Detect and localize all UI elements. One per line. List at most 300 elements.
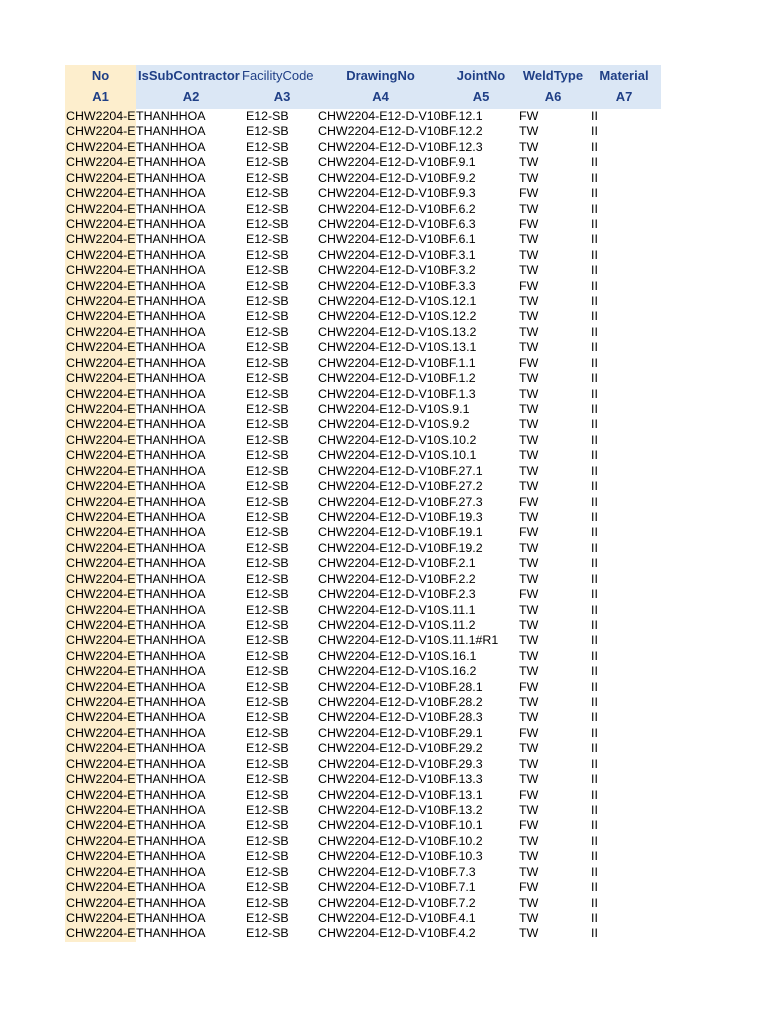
cell-weldtype[interactable]: TW: [519, 617, 539, 632]
cell-facilitycode[interactable]: E12-SB: [246, 787, 289, 802]
cell-issubcontractor[interactable]: THANHHOA: [136, 432, 206, 447]
cell-issubcontractor[interactable]: THANHHOA: [136, 216, 206, 231]
cell-weldtype[interactable]: TW: [519, 664, 539, 679]
cell-issubcontractor[interactable]: THANHHOA: [136, 263, 206, 278]
cell-material[interactable]: II: [591, 617, 598, 632]
cell-issubcontractor[interactable]: THANHHOA: [136, 386, 206, 401]
cell-issubcontractor[interactable]: THANHHOA: [136, 371, 206, 386]
cell-facilitycode[interactable]: E12-SB: [246, 170, 289, 185]
cell-drawingno[interactable]: CHW2204-E12-D-V10BF.6.1: [318, 232, 476, 247]
cell-facilitycode[interactable]: E12-SB: [246, 679, 289, 694]
cell-issubcontractor[interactable]: THANHHOA: [136, 787, 206, 802]
cell-drawingno[interactable]: CHW2204-E12-D-V10BF.19.3: [318, 509, 483, 524]
cell-drawingno[interactable]: CHW2204-E12-D-V10BF.29.1: [318, 725, 483, 740]
cell-facilitycode[interactable]: E12-SB: [246, 186, 289, 201]
cell-issubcontractor[interactable]: THANHHOA: [136, 756, 206, 771]
cell-material[interactable]: II: [591, 340, 598, 355]
cell-issubcontractor[interactable]: THANHHOA: [136, 741, 206, 756]
cell-drawingno[interactable]: CHW2204-E12-D-V10S.16.2: [318, 664, 477, 679]
cell-drawingno[interactable]: CHW2204-E12-D-V10S.9.2: [318, 417, 470, 432]
cell-drawingno[interactable]: CHW2204-E12-D-V10S.11.1: [318, 602, 476, 617]
cell-no[interactable]: CHW2204-E: [66, 880, 136, 895]
cell-facilitycode[interactable]: E12-SB: [246, 633, 289, 648]
cell-facilitycode[interactable]: E12-SB: [246, 263, 289, 278]
cell-facilitycode[interactable]: E12-SB: [246, 432, 289, 447]
cell-issubcontractor[interactable]: THANHHOA: [136, 186, 206, 201]
cell-drawingno[interactable]: CHW2204-E12-D-V10BF.9.3: [318, 186, 476, 201]
cell-no[interactable]: CHW2204-E: [66, 309, 136, 324]
cell-drawingno[interactable]: CHW2204-E12-D-V10BF.2.2: [318, 571, 476, 586]
cell-weldtype[interactable]: TW: [519, 926, 539, 941]
cell-material[interactable]: II: [591, 695, 598, 710]
cell-drawingno[interactable]: CHW2204-E12-D-V10BF.3.2: [318, 263, 476, 278]
cell-drawingno[interactable]: CHW2204-E12-D-V10BF.7.1: [318, 880, 476, 895]
cell-no[interactable]: CHW2204-E: [66, 664, 136, 679]
cell-drawingno[interactable]: CHW2204-E12-D-V10BF.29.3: [318, 756, 483, 771]
cell-material[interactable]: II: [591, 448, 598, 463]
cell-material[interactable]: II: [591, 201, 598, 216]
cell-material[interactable]: II: [591, 355, 598, 370]
cell-issubcontractor[interactable]: THANHHOA: [136, 802, 206, 817]
cell-material[interactable]: II: [591, 324, 598, 339]
cell-material[interactable]: II: [591, 880, 598, 895]
cell-issubcontractor[interactable]: THANHHOA: [136, 679, 206, 694]
cell-drawingno[interactable]: CHW2204-E12-D-V10S.11.1#R1: [318, 633, 499, 648]
cell-facilitycode[interactable]: E12-SB: [246, 880, 289, 895]
cell-issubcontractor[interactable]: THANHHOA: [136, 109, 206, 123]
cell-facilitycode[interactable]: E12-SB: [246, 895, 289, 910]
cell-drawingno[interactable]: CHW2204-E12-D-V10BF.27.2: [318, 479, 483, 494]
cell-weldtype[interactable]: TW: [519, 309, 539, 324]
cell-weldtype[interactable]: TW: [519, 540, 539, 555]
cell-issubcontractor[interactable]: THANHHOA: [136, 617, 206, 632]
cell-drawingno[interactable]: CHW2204-E12-D-V10BF.6.2: [318, 201, 476, 216]
cell-no[interactable]: CHW2204-E: [66, 633, 136, 648]
cell-drawingno[interactable]: CHW2204-E12-D-V10S.12.2: [318, 309, 477, 324]
cell-drawingno[interactable]: CHW2204-E12-D-V10S.10.1: [318, 448, 477, 463]
cell-no[interactable]: CHW2204-E: [66, 926, 136, 941]
cell-drawingno[interactable]: CHW2204-E12-D-V10BF.3.3: [318, 278, 476, 293]
cell-material[interactable]: II: [591, 371, 598, 386]
header-jointno[interactable]: JointNo: [456, 68, 506, 83]
cell-facilitycode[interactable]: E12-SB: [246, 710, 289, 725]
cell-drawingno[interactable]: CHW2204-E12-D-V10BF.4.1: [318, 910, 476, 925]
cell-weldtype[interactable]: TW: [519, 247, 539, 262]
cell-material[interactable]: II: [591, 432, 598, 447]
cell-no[interactable]: CHW2204-E: [66, 648, 136, 663]
cell-facilitycode[interactable]: E12-SB: [246, 448, 289, 463]
cell-facilitycode[interactable]: E12-SB: [246, 864, 289, 879]
cell-weldtype[interactable]: TW: [519, 201, 539, 216]
cell-facilitycode[interactable]: E12-SB: [246, 324, 289, 339]
cell-issubcontractor[interactable]: THANHHOA: [136, 170, 206, 185]
cell-issubcontractor[interactable]: THANHHOA: [136, 710, 206, 725]
cell-facilitycode[interactable]: E12-SB: [246, 371, 289, 386]
cell-material[interactable]: II: [591, 756, 598, 771]
cell-drawingno[interactable]: CHW2204-E12-D-V10BF.13.2: [318, 802, 483, 817]
cell-drawingno[interactable]: CHW2204-E12-D-V10BF.12.2: [318, 124, 483, 139]
cell-material[interactable]: II: [591, 802, 598, 817]
cell-weldtype[interactable]: TW: [519, 633, 539, 648]
cell-weldtype[interactable]: TW: [519, 756, 539, 771]
cell-facilitycode[interactable]: E12-SB: [246, 294, 289, 309]
cell-weldtype[interactable]: TW: [519, 910, 539, 925]
cell-facilitycode[interactable]: E12-SB: [246, 571, 289, 586]
cell-material[interactable]: II: [591, 417, 598, 432]
cell-material[interactable]: II: [591, 278, 598, 293]
cell-drawingno[interactable]: CHW2204-E12-D-V10BF.1.2: [318, 371, 476, 386]
cell-weldtype[interactable]: TW: [519, 864, 539, 879]
cell-weldtype[interactable]: TW: [519, 417, 539, 432]
cell-weldtype[interactable]: FW: [519, 109, 539, 123]
cell-no[interactable]: CHW2204-E: [66, 571, 136, 586]
cell-no[interactable]: CHW2204-E: [66, 833, 136, 848]
cell-drawingno[interactable]: CHW2204-E12-D-V10S.10.2: [318, 432, 477, 447]
cell-no[interactable]: CHW2204-E: [66, 772, 136, 787]
cell-drawingno[interactable]: CHW2204-E12-D-V10BF.29.2: [318, 741, 483, 756]
cell-drawingno[interactable]: CHW2204-E12-D-V10BF.9.1: [318, 155, 476, 170]
cell-weldtype[interactable]: FW: [519, 494, 539, 509]
cell-facilitycode[interactable]: E12-SB: [246, 617, 289, 632]
cell-no[interactable]: CHW2204-E: [66, 679, 136, 694]
cell-issubcontractor[interactable]: THANHHOA: [136, 587, 206, 602]
cell-issubcontractor[interactable]: THANHHOA: [136, 556, 206, 571]
cell-material[interactable]: II: [591, 170, 598, 185]
cell-drawingno[interactable]: CHW2204-E12-D-V10BF.12.1: [318, 109, 483, 123]
cell-material[interactable]: II: [591, 386, 598, 401]
cell-material[interactable]: II: [591, 494, 598, 509]
cell-weldtype[interactable]: FW: [519, 818, 539, 833]
cell-no[interactable]: CHW2204-E: [66, 448, 136, 463]
cell-weldtype[interactable]: FW: [519, 186, 539, 201]
cell-facilitycode[interactable]: E12-SB: [246, 756, 289, 771]
cell-no[interactable]: CHW2204-E: [66, 849, 136, 864]
cell-issubcontractor[interactable]: THANHHOA: [136, 155, 206, 170]
cell-facilitycode[interactable]: E12-SB: [246, 802, 289, 817]
cell-facilitycode[interactable]: E12-SB: [246, 525, 289, 540]
cell-facilitycode[interactable]: E12-SB: [246, 340, 289, 355]
cell-material[interactable]: II: [591, 109, 598, 123]
cell-material[interactable]: II: [591, 864, 598, 879]
cell-material[interactable]: II: [591, 216, 598, 231]
cell-weldtype[interactable]: TW: [519, 155, 539, 170]
cell-issubcontractor[interactable]: THANHHOA: [136, 232, 206, 247]
cell-drawingno[interactable]: CHW2204-E12-D-V10BF.10.2: [318, 833, 483, 848]
cell-no[interactable]: CHW2204-E: [66, 494, 136, 509]
cell-facilitycode[interactable]: E12-SB: [246, 355, 289, 370]
cell-issubcontractor[interactable]: THANHHOA: [136, 139, 206, 154]
cell-drawingno[interactable]: CHW2204-E12-D-V10BF.19.2: [318, 540, 483, 555]
cell-drawingno[interactable]: CHW2204-E12-D-V10S.12.1: [318, 294, 477, 309]
cell-material[interactable]: II: [591, 679, 598, 694]
cell-material[interactable]: II: [591, 294, 598, 309]
cell-no[interactable]: CHW2204-E: [66, 895, 136, 910]
cell-facilitycode[interactable]: E12-SB: [246, 232, 289, 247]
cell-drawingno[interactable]: CHW2204-E12-D-V10S.9.1: [318, 402, 470, 417]
cell-weldtype[interactable]: TW: [519, 263, 539, 278]
cell-no[interactable]: CHW2204-E: [66, 170, 136, 185]
cell-drawingno[interactable]: CHW2204-E12-D-V10S.11.2: [318, 617, 476, 632]
cell-weldtype[interactable]: FW: [519, 679, 539, 694]
cell-facilitycode[interactable]: E12-SB: [246, 849, 289, 864]
cell-issubcontractor[interactable]: THANHHOA: [136, 818, 206, 833]
cell-no[interactable]: CHW2204-E: [66, 278, 136, 293]
cell-issubcontractor[interactable]: THANHHOA: [136, 571, 206, 586]
cell-drawingno[interactable]: CHW2204-E12-D-V10BF.1.1: [318, 355, 476, 370]
cell-weldtype[interactable]: FW: [519, 355, 539, 370]
cell-no[interactable]: CHW2204-E: [66, 818, 136, 833]
cell-no[interactable]: CHW2204-E: [66, 695, 136, 710]
cell-no[interactable]: CHW2204-E: [66, 402, 136, 417]
cell-material[interactable]: II: [591, 309, 598, 324]
cell-issubcontractor[interactable]: THANHHOA: [136, 309, 206, 324]
cell-facilitycode[interactable]: E12-SB: [246, 201, 289, 216]
cell-weldtype[interactable]: TW: [519, 802, 539, 817]
cell-weldtype[interactable]: TW: [519, 741, 539, 756]
cell-no[interactable]: CHW2204-E: [66, 617, 136, 632]
header-facilitycode[interactable]: FacilityCode: [242, 68, 314, 83]
cell-weldtype[interactable]: TW: [519, 833, 539, 848]
cell-drawingno[interactable]: CHW2204-E12-D-V10BF.1.3: [318, 386, 476, 401]
cell-facilitycode[interactable]: E12-SB: [246, 386, 289, 401]
cell-facilitycode[interactable]: E12-SB: [246, 139, 289, 154]
cell-no[interactable]: CHW2204-E: [66, 386, 136, 401]
cell-facilitycode[interactable]: E12-SB: [246, 402, 289, 417]
cell-drawingno[interactable]: CHW2204-E12-D-V10BF.7.2: [318, 895, 476, 910]
cell-no[interactable]: CHW2204-E: [66, 710, 136, 725]
cell-drawingno[interactable]: CHW2204-E12-D-V10S.13.1: [318, 340, 477, 355]
cell-drawingno[interactable]: CHW2204-E12-D-V10BF.19.1: [318, 525, 483, 540]
cell-material[interactable]: II: [591, 818, 598, 833]
cell-issubcontractor[interactable]: THANHHOA: [136, 633, 206, 648]
cell-facilitycode[interactable]: E12-SB: [246, 772, 289, 787]
cell-weldtype[interactable]: TW: [519, 895, 539, 910]
cell-drawingno[interactable]: CHW2204-E12-D-V10BF.12.3: [318, 139, 483, 154]
cell-facilitycode[interactable]: E12-SB: [246, 648, 289, 663]
cell-material[interactable]: II: [591, 509, 598, 524]
cell-no[interactable]: CHW2204-E: [66, 432, 136, 447]
cell-weldtype[interactable]: TW: [519, 386, 539, 401]
cell-material[interactable]: II: [591, 772, 598, 787]
cell-issubcontractor[interactable]: THANHHOA: [136, 664, 206, 679]
cell-issubcontractor[interactable]: THANHHOA: [136, 540, 206, 555]
cell-material[interactable]: II: [591, 463, 598, 478]
cell-no[interactable]: CHW2204-E: [66, 540, 136, 555]
cell-weldtype[interactable]: TW: [519, 340, 539, 355]
cell-material[interactable]: II: [591, 602, 598, 617]
cell-no[interactable]: CHW2204-E: [66, 864, 136, 879]
cell-drawingno[interactable]: CHW2204-E12-D-V10BF.2.3: [318, 587, 476, 602]
cell-weldtype[interactable]: TW: [519, 463, 539, 478]
cell-issubcontractor[interactable]: THANHHOA: [136, 895, 206, 910]
header-material[interactable]: Material: [599, 68, 649, 83]
cell-drawingno[interactable]: CHW2204-E12-D-V10BF.13.3: [318, 772, 483, 787]
cell-material[interactable]: II: [591, 155, 598, 170]
cell-facilitycode[interactable]: E12-SB: [246, 509, 289, 524]
cell-material[interactable]: II: [591, 186, 598, 201]
cell-no[interactable]: CHW2204-E: [66, 247, 136, 262]
cell-weldtype[interactable]: FW: [519, 278, 539, 293]
cell-facilitycode[interactable]: E12-SB: [246, 494, 289, 509]
cell-material[interactable]: II: [591, 633, 598, 648]
cell-no[interactable]: CHW2204-E: [66, 371, 136, 386]
cell-material[interactable]: II: [591, 833, 598, 848]
cell-facilitycode[interactable]: E12-SB: [246, 278, 289, 293]
cell-no[interactable]: CHW2204-E: [66, 232, 136, 247]
cell-weldtype[interactable]: TW: [519, 402, 539, 417]
cell-material[interactable]: II: [591, 263, 598, 278]
cell-no[interactable]: CHW2204-E: [66, 263, 136, 278]
cell-facilitycode[interactable]: E12-SB: [246, 109, 289, 123]
cell-no[interactable]: CHW2204-E: [66, 124, 136, 139]
cell-weldtype[interactable]: TW: [519, 294, 539, 309]
cell-issubcontractor[interactable]: THANHHOA: [136, 463, 206, 478]
cell-material[interactable]: II: [591, 710, 598, 725]
cell-issubcontractor[interactable]: THANHHOA: [136, 247, 206, 262]
cell-material[interactable]: II: [591, 587, 598, 602]
cell-no[interactable]: CHW2204-E: [66, 725, 136, 740]
cell-facilitycode[interactable]: E12-SB: [246, 910, 289, 925]
cell-issubcontractor[interactable]: THANHHOA: [136, 355, 206, 370]
cell-weldtype[interactable]: TW: [519, 602, 539, 617]
cell-weldtype[interactable]: TW: [519, 710, 539, 725]
cell-no[interactable]: CHW2204-E: [66, 186, 136, 201]
cell-weldtype[interactable]: TW: [519, 448, 539, 463]
cell-material[interactable]: II: [591, 540, 598, 555]
cell-facilitycode[interactable]: E12-SB: [246, 216, 289, 231]
cell-drawingno[interactable]: CHW2204-E12-D-V10BF.3.1: [318, 247, 476, 262]
cell-drawingno[interactable]: CHW2204-E12-D-V10BF.13.1: [318, 787, 483, 802]
cell-material[interactable]: II: [591, 232, 598, 247]
header-no[interactable]: No: [91, 68, 110, 83]
cell-no[interactable]: CHW2204-E: [66, 201, 136, 216]
cell-issubcontractor[interactable]: THANHHOA: [136, 525, 206, 540]
header-drawingno[interactable]: DrawingNo: [346, 68, 415, 83]
cell-issubcontractor[interactable]: THANHHOA: [136, 494, 206, 509]
cell-drawingno[interactable]: CHW2204-E12-D-V10BF.2.1: [318, 556, 476, 571]
cell-issubcontractor[interactable]: THANHHOA: [136, 910, 206, 925]
cell-facilitycode[interactable]: E12-SB: [246, 155, 289, 170]
cell-weldtype[interactable]: FW: [519, 725, 539, 740]
cell-drawingno[interactable]: CHW2204-E12-D-V10BF.28.2: [318, 695, 483, 710]
cell-weldtype[interactable]: TW: [519, 695, 539, 710]
cell-issubcontractor[interactable]: THANHHOA: [136, 880, 206, 895]
cell-facilitycode[interactable]: E12-SB: [246, 309, 289, 324]
cell-no[interactable]: CHW2204-E: [66, 109, 136, 123]
cell-issubcontractor[interactable]: THANHHOA: [136, 124, 206, 139]
cell-material[interactable]: II: [591, 571, 598, 586]
cell-weldtype[interactable]: TW: [519, 139, 539, 154]
cell-weldtype[interactable]: TW: [519, 170, 539, 185]
cell-facilitycode[interactable]: E12-SB: [246, 725, 289, 740]
cell-no[interactable]: CHW2204-E: [66, 340, 136, 355]
cell-drawingno[interactable]: CHW2204-E12-D-V10S.16.1: [318, 648, 477, 663]
cell-facilitycode[interactable]: E12-SB: [246, 664, 289, 679]
cell-issubcontractor[interactable]: THANHHOA: [136, 864, 206, 879]
cell-facilitycode[interactable]: E12-SB: [246, 818, 289, 833]
cell-drawingno[interactable]: CHW2204-E12-D-V10S.13.2: [318, 324, 477, 339]
cell-drawingno[interactable]: CHW2204-E12-D-V10BF.28.1: [318, 679, 483, 694]
cell-no[interactable]: CHW2204-E: [66, 756, 136, 771]
cell-no[interactable]: CHW2204-E: [66, 139, 136, 154]
cell-issubcontractor[interactable]: THANHHOA: [136, 602, 206, 617]
cell-issubcontractor[interactable]: THANHHOA: [136, 772, 206, 787]
cell-no[interactable]: CHW2204-E: [66, 910, 136, 925]
cell-issubcontractor[interactable]: THANHHOA: [136, 849, 206, 864]
cell-facilitycode[interactable]: E12-SB: [246, 926, 289, 941]
cell-issubcontractor[interactable]: THANHHOA: [136, 402, 206, 417]
cell-issubcontractor[interactable]: THANHHOA: [136, 509, 206, 524]
cell-weldtype[interactable]: TW: [519, 232, 539, 247]
cell-material[interactable]: II: [591, 849, 598, 864]
cell-weldtype[interactable]: TW: [519, 772, 539, 787]
cell-no[interactable]: CHW2204-E: [66, 216, 136, 231]
cell-weldtype[interactable]: TW: [519, 571, 539, 586]
cell-no[interactable]: CHW2204-E: [66, 787, 136, 802]
cell-drawingno[interactable]: CHW2204-E12-D-V10BF.10.3: [318, 849, 483, 864]
cell-issubcontractor[interactable]: THANHHOA: [136, 695, 206, 710]
cell-material[interactable]: II: [591, 525, 598, 540]
cell-material[interactable]: II: [591, 787, 598, 802]
cell-facilitycode[interactable]: E12-SB: [246, 556, 289, 571]
cell-issubcontractor[interactable]: THANHHOA: [136, 479, 206, 494]
cell-material[interactable]: II: [591, 895, 598, 910]
cell-material[interactable]: II: [591, 556, 598, 571]
cell-weldtype[interactable]: FW: [519, 880, 539, 895]
cell-material[interactable]: II: [591, 139, 598, 154]
cell-no[interactable]: CHW2204-E: [66, 463, 136, 478]
cell-facilitycode[interactable]: E12-SB: [246, 602, 289, 617]
cell-facilitycode[interactable]: E12-SB: [246, 833, 289, 848]
cell-material[interactable]: II: [591, 479, 598, 494]
cell-drawingno[interactable]: CHW2204-E12-D-V10BF.10.1: [318, 818, 483, 833]
cell-facilitycode[interactable]: E12-SB: [246, 124, 289, 139]
cell-weldtype[interactable]: TW: [519, 479, 539, 494]
cell-issubcontractor[interactable]: THANHHOA: [136, 340, 206, 355]
cell-no[interactable]: CHW2204-E: [66, 556, 136, 571]
cell-no[interactable]: CHW2204-E: [66, 417, 136, 432]
cell-weldtype[interactable]: TW: [519, 849, 539, 864]
cell-facilitycode[interactable]: E12-SB: [246, 417, 289, 432]
cell-weldtype[interactable]: FW: [519, 787, 539, 802]
cell-weldtype[interactable]: TW: [519, 509, 539, 524]
cell-weldtype[interactable]: FW: [519, 216, 539, 231]
cell-drawingno[interactable]: CHW2204-E12-D-V10BF.4.2: [318, 926, 476, 941]
cell-no[interactable]: CHW2204-E: [66, 525, 136, 540]
cell-drawingno[interactable]: CHW2204-E12-D-V10BF.27.3: [318, 494, 483, 509]
cell-weldtype[interactable]: TW: [519, 371, 539, 386]
cell-facilitycode[interactable]: E12-SB: [246, 247, 289, 262]
cell-weldtype[interactable]: TW: [519, 648, 539, 663]
cell-issubcontractor[interactable]: THANHHOA: [136, 278, 206, 293]
cell-material[interactable]: II: [591, 402, 598, 417]
cell-material[interactable]: II: [591, 247, 598, 262]
cell-no[interactable]: CHW2204-E: [66, 479, 136, 494]
cell-no[interactable]: CHW2204-E: [66, 802, 136, 817]
cell-weldtype[interactable]: TW: [519, 432, 539, 447]
cell-facilitycode[interactable]: E12-SB: [246, 741, 289, 756]
cell-drawingno[interactable]: CHW2204-E12-D-V10BF.6.3: [318, 216, 476, 231]
cell-issubcontractor[interactable]: THANHHOA: [136, 725, 206, 740]
cell-no[interactable]: CHW2204-E: [66, 602, 136, 617]
cell-weldtype[interactable]: TW: [519, 124, 539, 139]
cell-material[interactable]: II: [591, 741, 598, 756]
header-issubcontractor[interactable]: IsSubContractor: [138, 68, 240, 83]
cell-issubcontractor[interactable]: THANHHOA: [136, 201, 206, 216]
cell-issubcontractor[interactable]: THANHHOA: [136, 324, 206, 339]
cell-facilitycode[interactable]: E12-SB: [246, 695, 289, 710]
cell-weldtype[interactable]: TW: [519, 556, 539, 571]
